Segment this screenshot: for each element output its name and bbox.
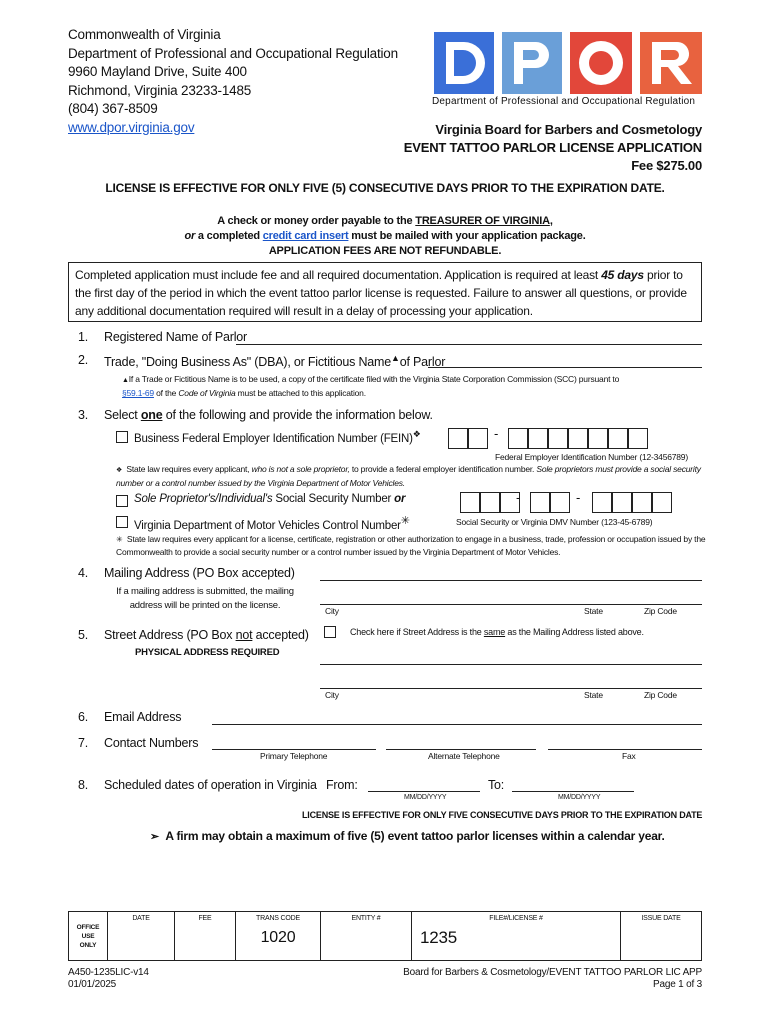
form-date: 01/01/2025 <box>68 979 117 990</box>
fein-note-text: to provide a federal employer identification number. <box>349 464 537 474</box>
q2-number: 2. <box>78 353 89 367</box>
office-use-text: USE <box>81 932 95 940</box>
code-of-virginia: Code of Virginia <box>178 388 236 398</box>
ssn-label-text: Sole Proprietor's/Individual's <box>134 493 273 505</box>
requirements-text: Completed application must include fee and all required documentation. Application is required at least <box>75 268 602 282</box>
effective-reminder: LICENSE IS EFFECTIVE FOR ONLY FIVE CONSECUTIVE DAYS PRIOR TO THE EXPIRATION DATE <box>302 810 703 820</box>
fein-digit-box[interactable] <box>628 428 648 449</box>
same-address-checkbox[interactable] <box>324 626 336 638</box>
q5-label-not: not <box>235 628 253 642</box>
diamond-icon: ❖ <box>116 467 123 474</box>
mailing-note-text: If a mailing address is submitted, the mailing <box>116 586 294 597</box>
street-city-caption: City <box>325 690 339 700</box>
dmv-checkbox[interactable] <box>116 516 128 528</box>
ssn-digit-box[interactable] <box>530 492 550 513</box>
q6-label: Email Address <box>104 710 182 724</box>
asterisk-icon: ✳ <box>400 515 410 527</box>
office-entity-cell <box>321 912 412 961</box>
org-line: Department of Professional and Occupational Regulation <box>68 45 398 61</box>
q1-number: 1. <box>78 330 89 344</box>
from-label: From: <box>326 778 358 792</box>
asterisk-icon: ✳ <box>116 535 123 544</box>
fein-digit-box[interactable] <box>588 428 608 449</box>
fein-note-text: Sole proprietors must provide a social security number or a control number issued by the Virginia Department of Motor Vehicles. <box>116 464 701 488</box>
physical-required: PHYSICAL ADDRESS REQUIRED <box>135 647 280 658</box>
q3-label-text: Select <box>104 408 141 422</box>
org-address-block <box>68 26 398 137</box>
email-field[interactable] <box>212 724 702 725</box>
q6-number: 6. <box>78 710 89 724</box>
ssn-note-text: State law requires every applicant for a license, certificate, registration or other authorization to engage in a business, trade, profession or occupation issued by the Commonwealth to provide a social security number or a control number issued by the Virginia Department of Motor Vehicles. <box>116 534 706 557</box>
fein-digit-box[interactable] <box>468 428 488 449</box>
street-zip-caption: Zip Code <box>644 690 677 700</box>
mailing-note <box>108 585 302 613</box>
office-file-header: FILE#/LICENSE # <box>489 915 543 922</box>
dpor-logo <box>432 30 704 110</box>
org-line: Commonwealth of Virginia <box>68 27 221 42</box>
dmv-label-text: Virginia Department of Motor Vehicles Control Number <box>134 519 401 532</box>
q3-label-one: one <box>140 408 163 422</box>
office-entity-header: ENTITY # <box>351 915 381 922</box>
fein-digit-box[interactable] <box>548 428 568 449</box>
fein-digit-box[interactable] <box>568 428 588 449</box>
ssn-digit-box[interactable] <box>550 492 570 513</box>
q3-label <box>104 408 433 422</box>
ssn-digit-box[interactable] <box>652 492 672 513</box>
office-date-header: DATE <box>132 915 150 922</box>
mailing-address-field[interactable] <box>320 580 702 581</box>
primary-phone-caption: Primary Telephone <box>260 751 328 761</box>
office-trans-cell <box>236 912 321 961</box>
fein-digit-box[interactable] <box>448 428 468 449</box>
q4-label: Mailing Address (PO Box accepted) <box>104 566 295 580</box>
requirements-box <box>68 262 702 322</box>
office-file-value: 1235 <box>420 928 458 947</box>
payment-text: , <box>549 215 553 227</box>
q7-label: Contact Numbers <box>104 736 199 750</box>
to-date-format: MM/DD/YYYY <box>558 794 601 801</box>
dba-note <box>122 373 706 399</box>
mailing-note-text: address will be printed on the license. <box>129 600 281 611</box>
dmv-label <box>134 514 410 532</box>
payment-or: or <box>184 230 196 242</box>
office-date-cell <box>108 912 175 961</box>
mailing-city-state-zip-field[interactable] <box>320 604 702 605</box>
street-state-caption: State <box>584 690 603 700</box>
same-address-text: as the Mailing Address listed above. <box>505 627 644 637</box>
credit-card-insert-link[interactable]: credit card insert <box>262 230 349 242</box>
q3-label-text: of the following and provide the information below. <box>162 408 433 422</box>
office-fee-cell <box>175 912 236 961</box>
q5-label-text: accepted) <box>252 628 309 642</box>
triangle-icon: ▲ <box>122 377 129 384</box>
same-address-text: Check here if Street Address is the <box>350 627 484 637</box>
effective-notice: LICENSE IS EFFECTIVE FOR ONLY FIVE (5) CONSECUTIVE DAYS PRIOR TO THE EXPIRATION DATE. <box>105 181 665 195</box>
from-date-format: MM/DD/YYYY <box>404 794 447 801</box>
ssn-digit-box[interactable] <box>632 492 652 513</box>
office-use-text: ONLY <box>79 941 97 949</box>
q8-label: Scheduled dates of operation in Virginia <box>104 778 317 792</box>
fax-caption: Fax <box>622 751 636 761</box>
triangle-icon: ▲ <box>391 353 400 363</box>
to-label: To: <box>488 778 505 792</box>
payment-text: must be mailed with your application package. <box>348 230 586 242</box>
fein-label <box>134 429 421 445</box>
fein-dash: - <box>494 426 499 441</box>
q2-label-text: Trade, "Doing Business As" (DBA), or Fictitious Name <box>104 355 392 370</box>
ssn-dash: - <box>516 490 521 505</box>
fein-digit-box[interactable] <box>608 428 628 449</box>
dba-note-text: of the <box>153 388 179 398</box>
requirements-text: prior to the first day of the period in which the event tattoo parlor license is requested. Failure to answer all questions, or provide any additional documentation required will result in a delay of processing your application. <box>75 268 687 318</box>
office-trans-header: TRANS CODE <box>256 915 300 922</box>
website-link[interactable]: www.dpor.virginia.gov <box>68 119 195 135</box>
ssn-label-or: or <box>394 493 406 505</box>
q8-number: 8. <box>78 778 89 792</box>
office-fee-header: FEE <box>198 915 212 922</box>
q2-label <box>104 353 445 369</box>
payee: TREASURER OF VIRGINIA <box>415 215 550 227</box>
form-title: EVENT TATTOO PARLOR LICENSE APPLICATION <box>403 140 702 155</box>
logo-subtitle: Department of Professional and Occupational Regulation <box>432 96 696 107</box>
requirements-days: 45 days <box>601 268 644 282</box>
q5-label <box>104 628 309 642</box>
fax-field[interactable] <box>548 749 702 750</box>
fein-digit-box[interactable] <box>528 428 548 449</box>
office-issue-cell <box>621 912 702 961</box>
arrow-icon: ➢ <box>150 831 160 843</box>
payment-text: A check or money order payable to the <box>217 215 416 227</box>
mailing-city-caption: City <box>325 606 339 616</box>
office-issue-header: ISSUE DATE <box>641 915 681 922</box>
page-number: Page 1 of 3 <box>653 979 702 990</box>
payment-notice <box>0 214 770 259</box>
max-licenses-note <box>150 829 665 843</box>
q7-number: 7. <box>78 736 89 750</box>
office-trans-value: 1020 <box>260 929 296 946</box>
q3-number: 3. <box>78 408 89 422</box>
max-licenses-text: A firm may obtain a maximum of five (5) event tattoo parlor licenses within a calendar year. <box>165 829 665 843</box>
dba-note-text: If a Trade or Fictitious Name is to be used, a copy of the certificate filed with the Virginia State Corporation Commission (SCC) pursuant to <box>128 374 620 384</box>
footer-right <box>403 967 702 991</box>
fein-digit-box[interactable] <box>508 428 528 449</box>
q5-number: 5. <box>78 628 89 642</box>
payment-text: a completed <box>195 230 263 242</box>
non-refundable: APPLICATION FEES ARE NOT REFUNDABLE. <box>268 245 502 257</box>
dba-name-field[interactable] <box>428 367 702 368</box>
footer-left <box>68 967 149 991</box>
street-address-field[interactable] <box>320 664 702 665</box>
ssn-note <box>116 533 706 558</box>
ssn-digit-box[interactable] <box>480 492 500 513</box>
form-code: A450-1235LIC-v14 <box>68 967 149 978</box>
fee-amount: Fee $275.00 <box>631 158 702 173</box>
dba-note-text: must be attached to this application. <box>235 388 366 398</box>
q5-label-text: Street Address (PO Box <box>104 628 236 642</box>
to-date-field[interactable] <box>512 791 634 792</box>
ssn-dash: - <box>576 490 581 505</box>
mailing-zip-caption: Zip Code <box>644 606 677 616</box>
alternate-phone-field[interactable] <box>386 749 536 750</box>
parlor-name-field[interactable] <box>236 344 702 345</box>
ssn-digit-box[interactable] <box>592 492 612 513</box>
from-date-field[interactable] <box>368 791 480 792</box>
org-line: 9960 Mayland Drive, Suite 400 <box>68 64 247 79</box>
ssn-label-text: Social Security Number <box>272 493 395 505</box>
diamond-icon: ❖ <box>412 429 421 439</box>
ssn-digit-box[interactable] <box>460 492 480 513</box>
office-use-table <box>68 911 702 961</box>
ssn-caption: Social Security or Virginia DMV Number (123-45-6789) <box>456 517 653 527</box>
primary-phone-field[interactable] <box>212 749 376 750</box>
fein-note-text: State law requires every applicant, <box>126 464 252 474</box>
alternate-phone-caption: Alternate Telephone <box>428 751 500 761</box>
ssn-digit-box[interactable] <box>612 492 632 513</box>
code-section-link[interactable]: §59.1-69 <box>122 388 154 398</box>
fein-caption: Federal Employer Identification Number (12-3456789) <box>495 452 688 462</box>
q1-label: Registered Name of Parlor <box>104 330 247 344</box>
org-line: (804) 367-8509 <box>68 101 158 116</box>
q2-label-text: of Parlor <box>399 355 446 370</box>
fein-label-text: Business Federal Employer Identification Number (FEIN) <box>134 432 413 445</box>
same-address-label <box>350 627 644 637</box>
ssn-checkbox[interactable] <box>116 495 128 507</box>
same-address-text: same <box>483 627 506 637</box>
board-name: Virginia Board for Barbers and Cosmetology <box>435 122 702 137</box>
fein-note <box>116 463 706 489</box>
fein-note-text: who is not a sole proprietor, <box>251 464 350 474</box>
q4-number: 4. <box>78 566 89 580</box>
mailing-state-caption: State <box>584 606 603 616</box>
fein-checkbox[interactable] <box>116 431 128 443</box>
org-line: Richmond, Virginia 23233-1485 <box>68 82 252 98</box>
street-city-state-zip-field[interactable] <box>320 688 702 689</box>
ssn-label <box>134 493 405 505</box>
dpor-logo-graphic <box>432 30 704 96</box>
office-file-cell <box>412 912 621 961</box>
footer-form-name: Board for Barbers & Cosmetology/EVENT TATTOO PARLOR LIC APP <box>403 967 702 978</box>
office-use-label <box>69 912 108 961</box>
office-use-text: OFFICE <box>76 923 100 931</box>
